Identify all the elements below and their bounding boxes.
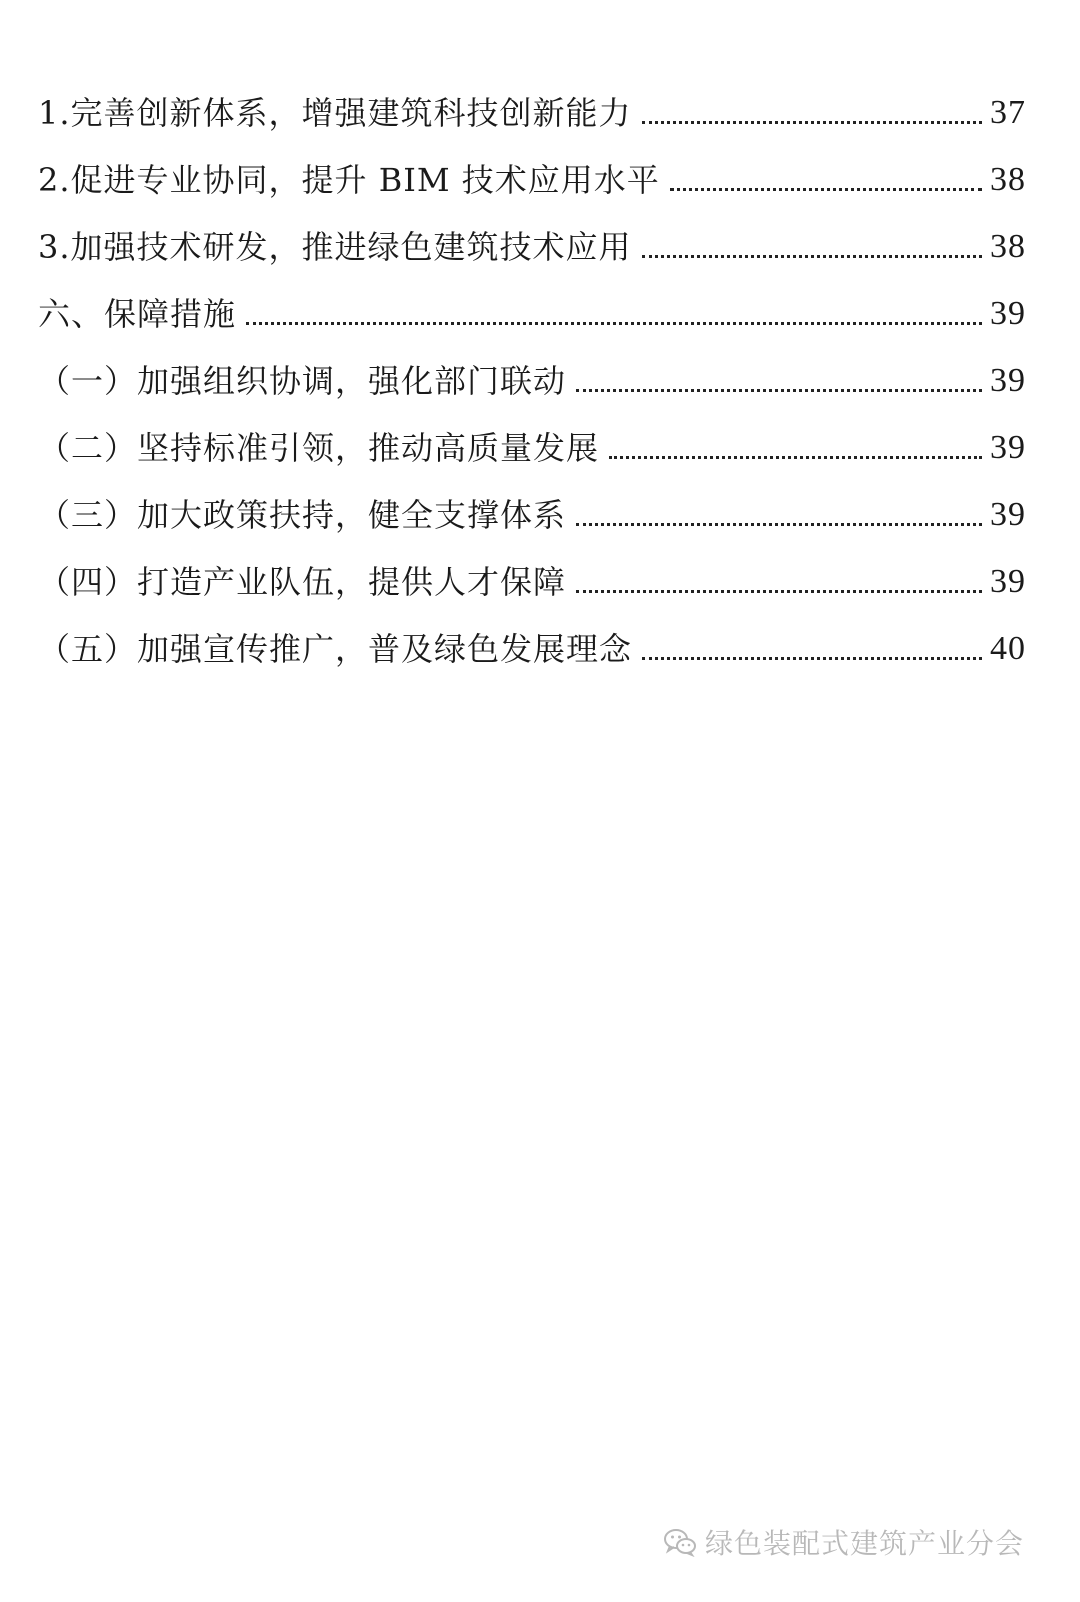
toc-entry[interactable] bbox=[38, 133, 1026, 200]
toc-dot-leader bbox=[609, 456, 982, 459]
toc-entry-page: 38 bbox=[990, 228, 1026, 265]
toc-dot-leader bbox=[670, 188, 982, 191]
toc-entry-title: （二）坚持标准引领，推动高质量发展 bbox=[38, 429, 600, 467]
toc-dot-leader bbox=[642, 121, 982, 124]
toc-entry-page: 38 bbox=[990, 161, 1026, 198]
toc-entry[interactable] bbox=[38, 66, 1026, 133]
toc-entry-title: （一）加强组织协调，强化部门联动 bbox=[38, 362, 567, 400]
toc-entry-page: 39 bbox=[990, 295, 1026, 332]
toc-entry-title: 1.完善创新体系，增强建筑科技创新能力 bbox=[38, 94, 632, 132]
table-of-contents bbox=[38, 66, 1026, 669]
watermark-text: 绿色装配式建筑产业分会 bbox=[704, 1527, 1024, 1560]
toc-entry-title: 3.加强技术研发，推进绿色建筑技术应用 bbox=[38, 228, 632, 266]
toc-entry-title: 六、保障措施 bbox=[38, 295, 237, 333]
toc-entry-page: 39 bbox=[990, 496, 1026, 533]
toc-entry[interactable] bbox=[38, 401, 1026, 468]
toc-dot-leader bbox=[576, 389, 982, 392]
toc-entry[interactable] bbox=[38, 267, 1026, 334]
toc-entry-page: 40 bbox=[990, 630, 1026, 667]
toc-entry-title: （五）加强宣传推广，普及绿色发展理念 bbox=[38, 630, 633, 668]
wechat-icon bbox=[663, 1527, 697, 1557]
toc-dot-leader bbox=[642, 255, 982, 258]
toc-entry-page: 39 bbox=[990, 429, 1026, 466]
toc-entry-page: 39 bbox=[990, 362, 1026, 399]
toc-dot-leader bbox=[576, 590, 982, 593]
watermark bbox=[663, 1522, 1024, 1562]
toc-entry[interactable] bbox=[38, 602, 1026, 669]
toc-entry-page: 37 bbox=[990, 94, 1026, 131]
toc-dot-leader bbox=[246, 322, 982, 325]
toc-entry[interactable] bbox=[38, 468, 1026, 535]
toc-dot-leader bbox=[576, 523, 982, 526]
toc-entry-title: （三）加大政策扶持，健全支撑体系 bbox=[38, 496, 567, 534]
toc-entry-page: 39 bbox=[990, 563, 1026, 600]
toc-entry[interactable] bbox=[38, 200, 1026, 267]
toc-dot-leader bbox=[642, 657, 982, 660]
toc-entry-title: 2.促进专业协同，提升 BIM 技术应用水平 bbox=[38, 161, 660, 199]
toc-entry[interactable] bbox=[38, 535, 1026, 602]
toc-entry-title: （四）打造产业队伍，提供人才保障 bbox=[38, 563, 567, 601]
toc-entry[interactable] bbox=[38, 334, 1026, 401]
